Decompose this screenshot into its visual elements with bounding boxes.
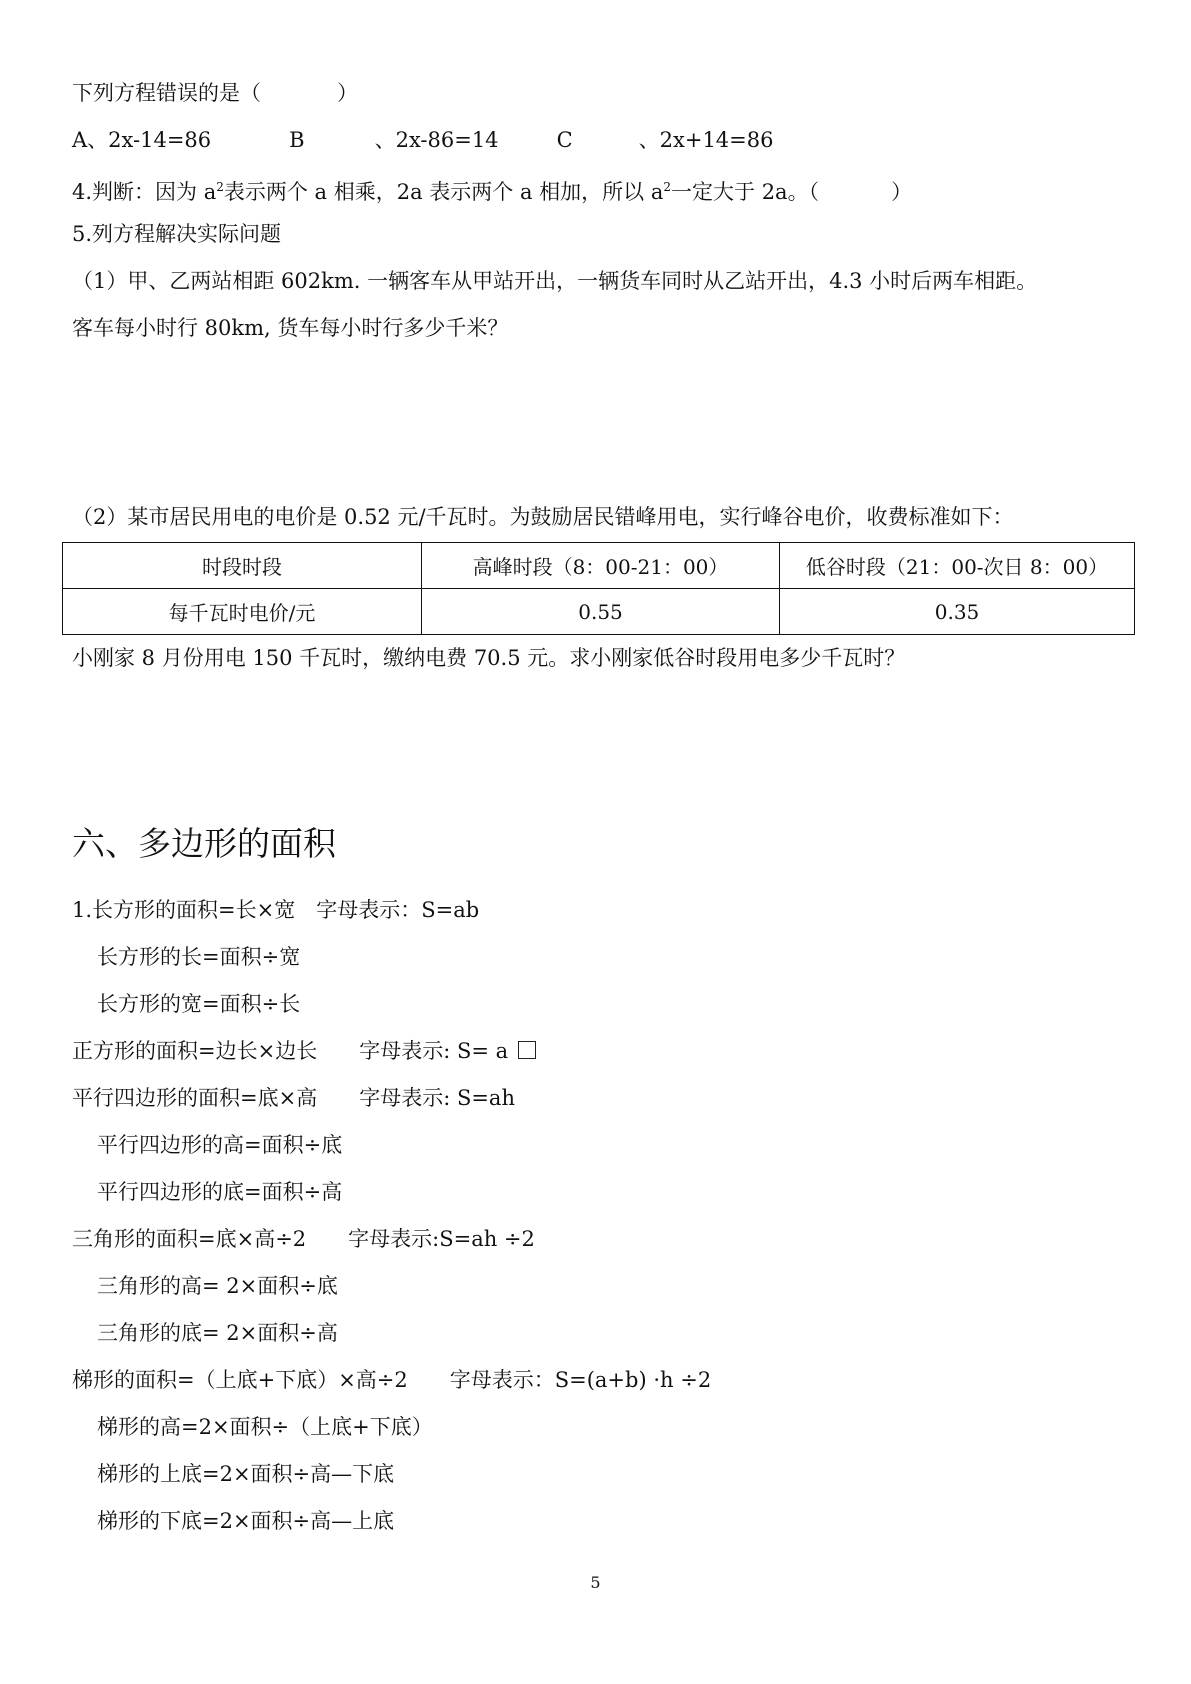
q3-stem-line	[72, 78, 358, 108]
formula-line: 长方形的长=面积÷宽	[97, 945, 301, 969]
problem1-line1: （1）甲、乙两站相距 602km. 一辆客车从甲站开出，一辆货车同时从乙站开出，4.3 小时后两车相距。	[72, 269, 1038, 293]
formula-line-square	[72, 1036, 536, 1066]
electricity-price-table	[62, 542, 1135, 635]
formula-line: 平行四边形的高=面积÷底	[97, 1133, 343, 1157]
formula-line: 三角形的高= 2×面积÷底	[97, 1274, 338, 1298]
q4-text-3: 一定大于 2a。（	[671, 180, 820, 204]
formula-line: 长方形的宽=面积÷长	[97, 992, 301, 1016]
q4-superscript-2: 2	[663, 180, 672, 194]
q3-options	[72, 125, 773, 155]
table-cell: 0.35	[780, 589, 1135, 635]
table-cell: 时段时段	[63, 543, 422, 589]
q4-text-2: 表示两个 a 相乘，2a 表示两个 a 相加，所以 a	[223, 180, 664, 204]
formula-line: 平行四边形的底=面积÷高	[97, 1180, 343, 1204]
q4-line	[72, 172, 912, 207]
formula-line: 梯形的面积=（上底+下底）×高÷2 字母表示：S=(a+b) ·h ÷2	[72, 1368, 712, 1392]
formula-line: 梯形的上底=2×面积÷高—下底	[97, 1462, 395, 1486]
table-cell: 0.55	[422, 589, 780, 635]
formula-line: 1.长方形的面积=长×宽 字母表示：S=ab	[72, 898, 480, 922]
formula-text: 正方形的面积=边长×边长 字母表示: S= a	[72, 1039, 509, 1063]
table-cell: 高峰时段（8：00-21：00）	[422, 543, 780, 589]
formula-line: 梯形的高=2×面积÷（上底+下底）	[97, 1415, 433, 1439]
formula-line: 梯形的下底=2×面积÷高—上底	[97, 1509, 395, 1533]
problem1-line2: 客车每小时行 80km, 货车每小时行多少千米？	[72, 316, 509, 340]
q4-superscript-1: 2	[216, 180, 224, 194]
formula-line: 平行四边形的面积=底×高 字母表示: S=ah	[72, 1086, 515, 1110]
q3-option-a: A、2x-14=86	[72, 128, 212, 152]
page-number: 5	[590, 1573, 601, 1592]
formula-line: 三角形的面积=底×高÷2 字母表示:S=ah ÷2	[72, 1227, 535, 1251]
missing-glyph-box	[518, 1041, 536, 1059]
q4-text-1: 4.判断：因为 a	[72, 180, 217, 204]
table-cell: 低谷时段（21：00-次日 8：00）	[780, 543, 1135, 589]
table-cell: 每千瓦时电价/元	[63, 589, 422, 635]
q3-close: ）	[337, 81, 358, 105]
q5-title: 5.列方程解决实际问题	[72, 222, 282, 246]
section-title: 六、多边形的面积	[72, 824, 336, 863]
q3-option-c-equation: 、2x+14=86	[638, 128, 774, 152]
problem2-line1: （2）某市居民用电的电价是 0.52 元/千瓦时。为鼓励居民错峰用电，实行峰谷电价，收费标准如下：	[72, 505, 1014, 529]
table-header-row	[63, 543, 1135, 589]
q3-stem: 下列方程错误的是（	[72, 81, 261, 105]
table-row	[63, 589, 1135, 635]
q3-option-b-letter: B	[289, 128, 305, 152]
q4-close: ）	[891, 180, 913, 204]
problem2-question: 小刚家 8 月份用电 150 千瓦时，缴纳电费 70.5 元。求小刚家低谷时段用电多少千瓦时？	[72, 646, 906, 670]
formula-line: 三角形的底= 2×面积÷高	[97, 1321, 338, 1345]
q3-option-c-letter: C	[556, 128, 573, 152]
q3-option-b-equation: 、2x-86=14	[374, 128, 499, 152]
